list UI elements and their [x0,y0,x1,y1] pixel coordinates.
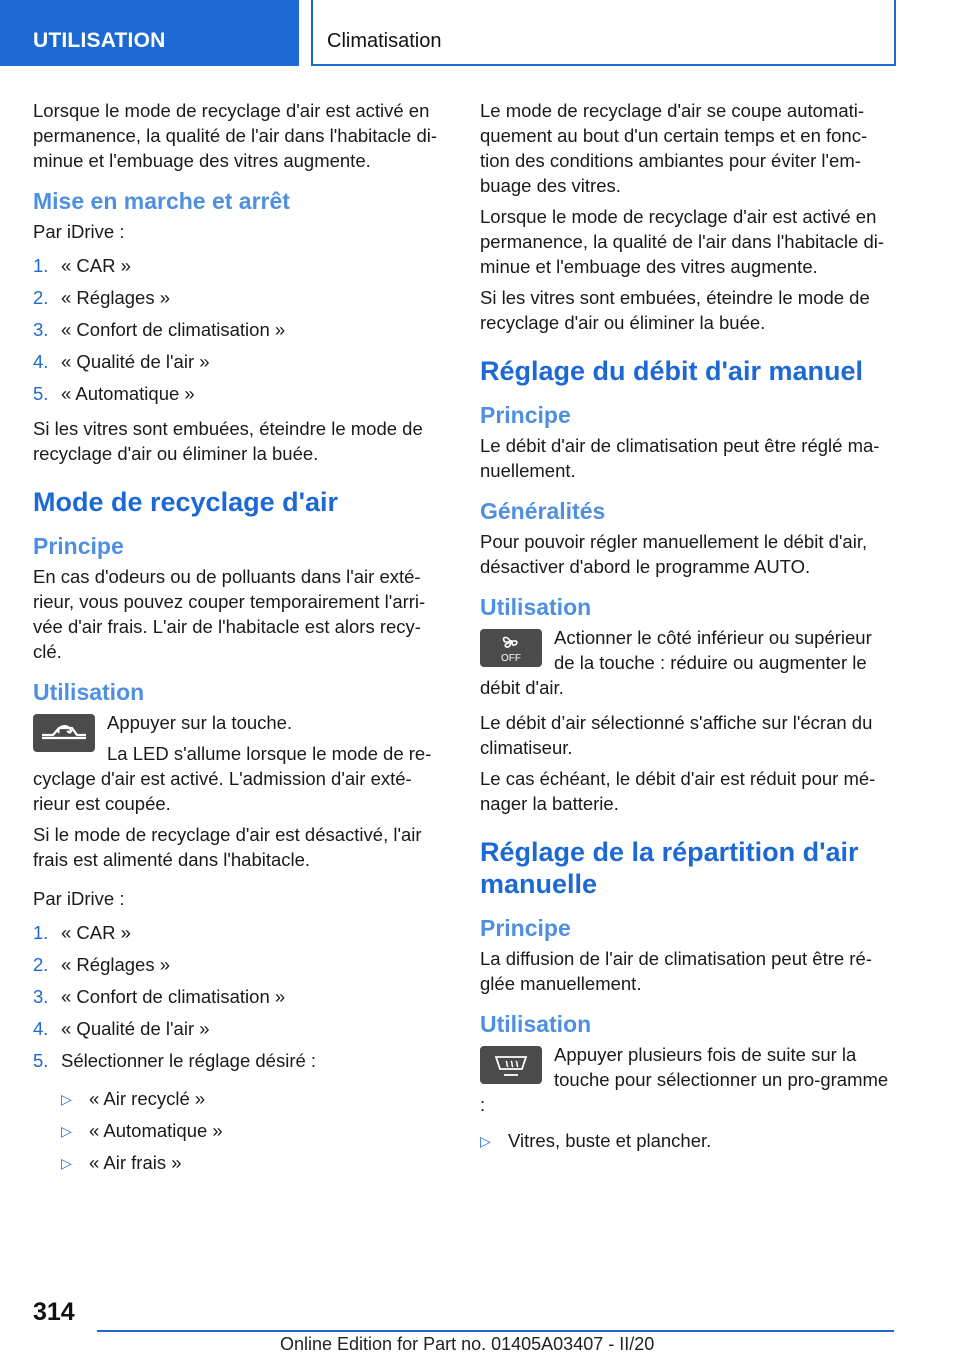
principe-paragraph: En cas d'odeurs ou de polluants dans l'air exté-rieur, vous pouvez couper temporairement l'arri-vée d'air frais. L'air de l'habitacle est alors recy-clé. [33,566,426,662]
heading-recyclage: Mode de recyclage d'air [33,487,339,517]
triangle-bullet-icon: ▷ [61,1155,72,1171]
led-paragraph: La LED s'allume lorsque le mode de re-cyclage d'air est activé. L'admission d'air exté-rieur est coupée. [33,743,432,814]
edition-text: Online Edition for Part no. 01405A03407 - II/20 [280,1334,655,1354]
list-item: ▷ Vitres, buste et plancher. [480,1125,895,1157]
list-item: 2. « Réglages » [33,954,171,975]
generalites-paragraph: Pour pouvoir régler manuellement le débit d'air, désactiver d'abord le programme AUTO. [480,531,868,577]
list-item: 4. « Qualité de l'air » [33,1018,210,1039]
principe-debit-paragraph: Le débit d'air de climatisation peut être réglé ma-nuellement. [480,435,880,481]
section-tab: UTILISATION [0,0,299,66]
desactive-paragraph: Si le mode de recyclage d'air est désactivé, l'air frais est alimenté dans l'habitacle. [33,824,422,870]
heading-principe: Principe [33,533,124,559]
distribution-programs [480,1125,895,1157]
triangle-bullet-icon: ▷ [61,1123,72,1139]
vitres-embuees-paragraph: Si les vitres sont embuées, éteindre le mode de recyclage d'air ou éliminer la buée. [33,418,423,464]
debit-affiche-paragraph: Le débit d’air sélectionné s'affiche sur l'écran du climatiseur. [480,712,873,758]
right-column [480,98,895,1161]
heading-utilisation-repartition: Utilisation [480,1011,592,1037]
fan-instruction [480,625,895,700]
recirculation-car-icon [33,714,95,752]
par-idrive-label-2: Par iDrive : [33,888,125,909]
air-distribution-icon [480,1046,542,1084]
list-item: ▷ « Air frais » [61,1147,448,1179]
appuyer-plusieurs-paragraph: Appuyer plusieurs fois de suite sur la touche pour sélectionner un pro-gramme : [480,1044,889,1115]
heading-generalites: Généralités [480,498,606,524]
vitres-embuees-paragraph-right: Si les vitres sont embuées, éteindre le mode de recyclage d'air ou éliminer la buée. [480,287,870,333]
heading-repartition: Réglage de la répartition d'air manuelle [480,837,859,899]
chapter-title: Climatisation [311,0,896,66]
list-item: 5. Sélectionner le réglage désiré : [33,1050,317,1071]
list-item: 1. « CAR » [33,922,131,943]
list-item: 3. « Confort de climatisation » [33,986,286,1007]
heading-debit-air: Réglage du débit d'air manuel [480,356,863,386]
heading-mise-en-marche: Mise en marche et arrêt [33,188,290,214]
idrive-steps-2 [33,917,448,1077]
appuyer-touche: Appuyer sur la touche. [107,712,293,733]
list-item: 1. « CAR » [33,255,131,276]
svg-text:OFF: OFF [501,653,521,664]
heading-principe-repartition: Principe [480,915,571,941]
diffusion-paragraph: La diffusion de l'air de climatisation peut être ré-glée manuellement. [480,948,872,994]
list-item: ▷ « Automatique » [61,1115,448,1147]
coupe-auto-paragraph: Le mode de recyclage d'air se coupe automati-quement au bout d'un certain temps et en fonc-tion des conditions ambiantes pour éviter l'em-buage des vitres. [480,100,868,196]
page-header [0,0,960,66]
intro-paragraph: Lorsque le mode de recyclage d'air est activé en permanence, la qualité de l'air dans l'habitacle di-minue et l'embuage des vitres augmente. [33,100,438,171]
list-item: 5. « Automatique » [33,383,195,404]
cas-echeant-paragraph: Le cas échéant, le débit d'air est réduit pour mé-nager la batterie. [480,768,876,814]
list-item: ▷ « Air recyclé » [61,1083,448,1115]
page-number: 314 [33,1298,75,1326]
idrive-steps-1 [33,250,448,410]
distribution-instruction [480,1042,895,1117]
heading-utilisation: Utilisation [33,679,145,705]
list-item: 3. « Confort de climatisation » [33,319,286,340]
actionner-paragraph: Actionner le côté inférieur ou supérieur de la touche : réduire ou augmenter le débit d'air. [480,627,872,698]
par-idrive-label: Par iDrive : [33,221,125,242]
fan-off-icon [480,629,542,667]
reglage-options [61,1083,448,1179]
footer-divider [97,1330,894,1332]
left-column [33,98,448,1183]
triangle-bullet-icon: ▷ [480,1133,491,1149]
list-item: 4. « Qualité de l'air » [33,351,210,372]
recirculation-instruction [33,710,448,816]
triangle-bullet-icon: ▷ [61,1091,72,1107]
list-item: 2. « Réglages » [33,287,171,308]
heading-utilisation-debit: Utilisation [480,594,592,620]
heading-principe-debit: Principe [480,402,571,428]
permanence-paragraph: Lorsque le mode de recyclage d'air est activé en permanence, la qualité de l'air dans l'habitacle di-minue et l'embuage des vitres augmente. [480,206,885,277]
